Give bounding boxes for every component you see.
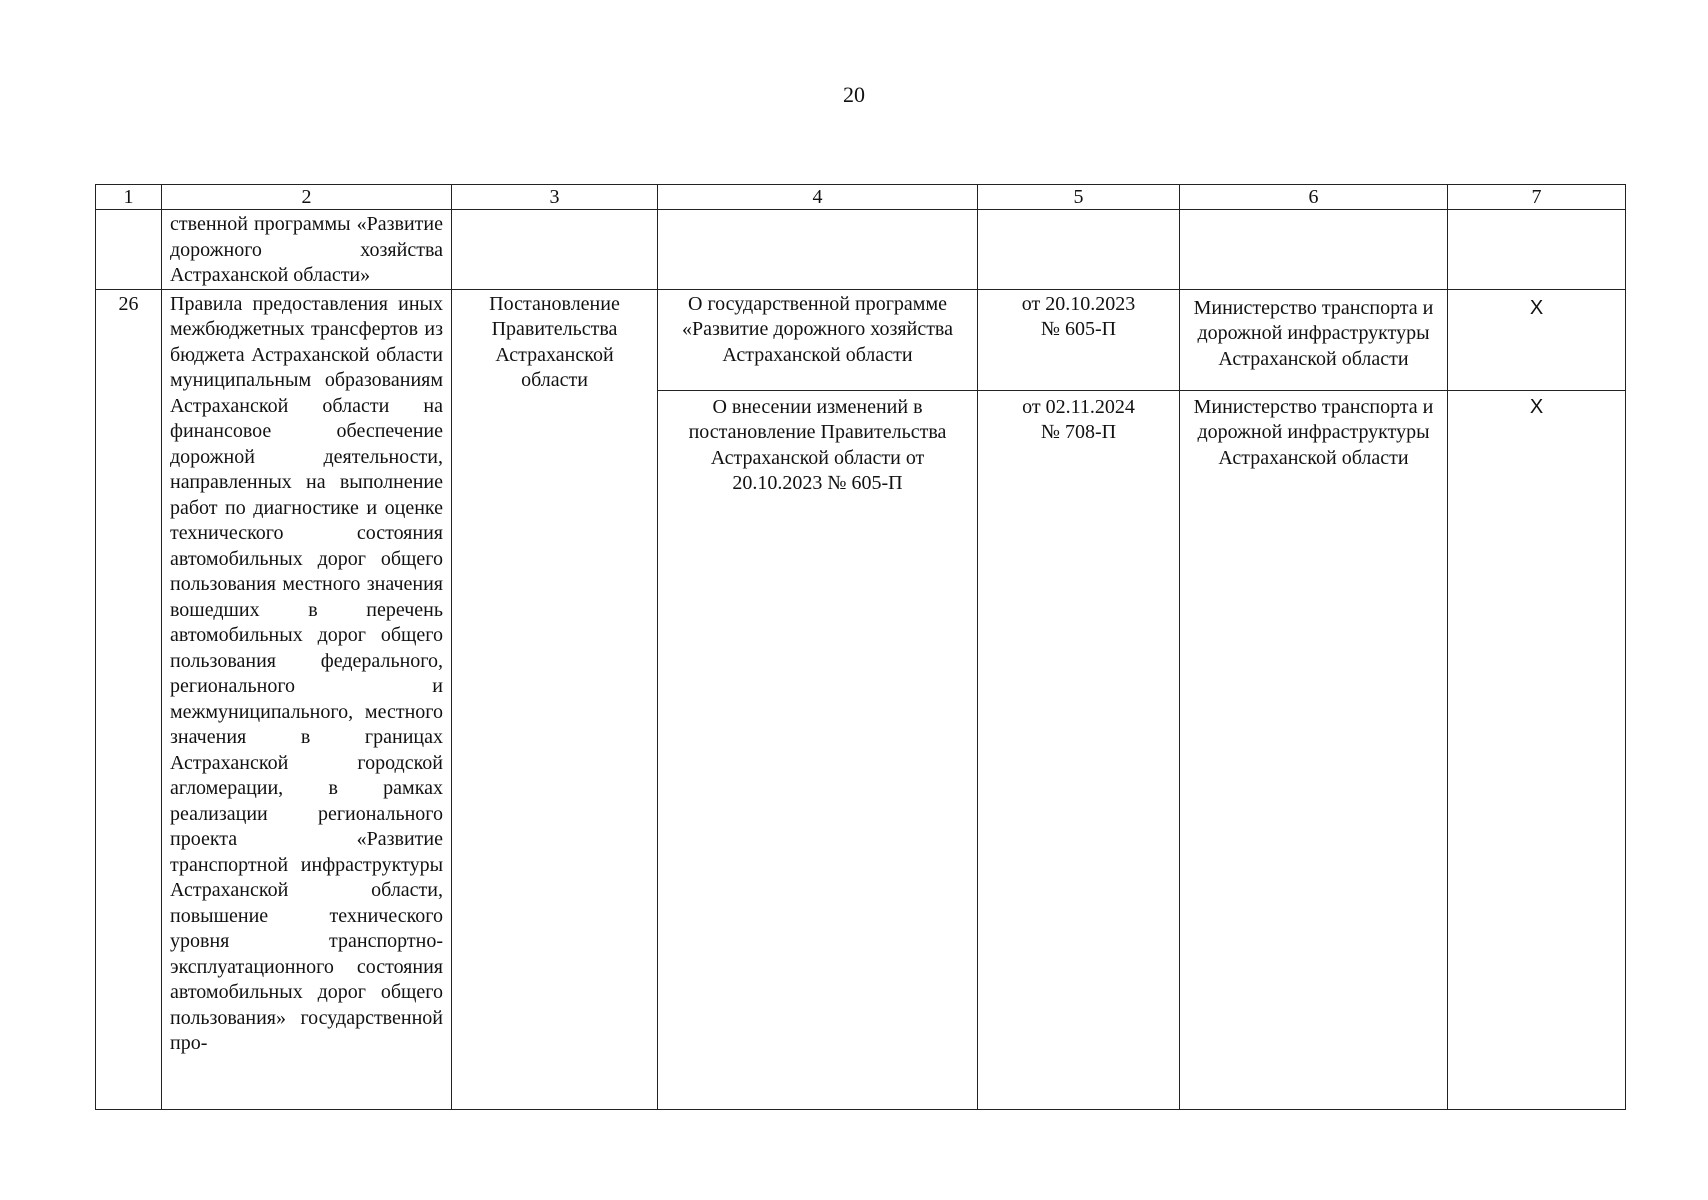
- act-number-1: № 605-П: [1040, 318, 1117, 340]
- column-number-3: 3: [452, 185, 658, 210]
- table-row-26: [96, 289, 1626, 1109]
- column-number-5: 5: [978, 185, 1180, 210]
- act-date-cell: [978, 289, 1180, 1109]
- authority-cell: [1180, 289, 1448, 1109]
- mark-entry-2: X: [1529, 395, 1544, 418]
- row-number: 26: [118, 292, 139, 315]
- authority-entry-2: Министерство транспорта и дорожной инфраструктуры Астраханской области: [1193, 395, 1434, 469]
- act-date-entry-1: [978, 290, 1179, 391]
- act-type-cell: [452, 289, 658, 1109]
- regulations-table: [95, 184, 1626, 1110]
- page-number: 20: [843, 82, 865, 107]
- continuation-empty-cell-4: [658, 210, 978, 290]
- mark-cell: [1448, 289, 1626, 1109]
- act-type: Постановление Правительства Астраханской области: [489, 292, 620, 391]
- continuation-empty-cell-3: [452, 210, 658, 290]
- column-number-6: 6: [1180, 185, 1448, 210]
- act-number-2: № 708-П: [1040, 421, 1117, 443]
- mark-entry-1: X: [1448, 290, 1625, 391]
- continuation-empty-cell-6: [1180, 210, 1448, 290]
- column-number-2: 2: [162, 185, 452, 210]
- continuation-num-cell: [96, 210, 162, 290]
- act-title-entry-2: О внесении изменений в постановление Правительства Астраханской области от 20.10.2023 № 605-П: [688, 395, 947, 494]
- continuation-empty-cell-5: [978, 210, 1180, 290]
- continuation-empty-cell-7: [1448, 210, 1626, 290]
- act-date-2: от 02.11.2024: [1022, 395, 1135, 418]
- continuation-row: [96, 210, 1626, 290]
- column-number-7: 7: [1448, 185, 1626, 210]
- row-number-cell: [96, 289, 162, 1109]
- column-number-1: 1: [96, 185, 162, 210]
- continuation-description-cell: [162, 210, 452, 290]
- act-title-cell: [658, 289, 978, 1109]
- act-date-entry-2: [986, 391, 1171, 446]
- rule-description: Правила предоставления иных межбюджетных трансфертов из бюджета Астраханской области муниципальным образованиям Астраханской области на финансовое обеспечение дорожной деятельности, направленных на выполнение работ по диагностике и оценке технического состояния автомобильных дорог общего пользования местного значения вошедших в перечень автомобильных дорог общего пользования федерального, регионального и межмуниципального, местного значения в границах Астраханской городской агломерации, в рамках реализации регионального проекта «Развитие транспортной инфраструктуры Астраханской области, повышение технического уровня транспортно-эксплуатационного состояния автомобильных дорог общего пользования» государственной про-: [170, 292, 443, 1054]
- continuation-description-text: ственной программы «Развитие дорожного хозяйства Астраханской области»: [170, 213, 443, 286]
- authority-entry-1: Министерство транспорта и дорожной инфраструктуры Астраханской области: [1180, 290, 1447, 391]
- description-cell: [162, 289, 452, 1109]
- column-number-4: 4: [658, 185, 978, 210]
- act-title-entry-1: О государственной программе «Развитие дорожного хозяйства Астраханской области: [658, 290, 977, 391]
- column-number-header-row: [96, 185, 1626, 210]
- act-date-1: от 20.10.2023: [1021, 292, 1136, 315]
